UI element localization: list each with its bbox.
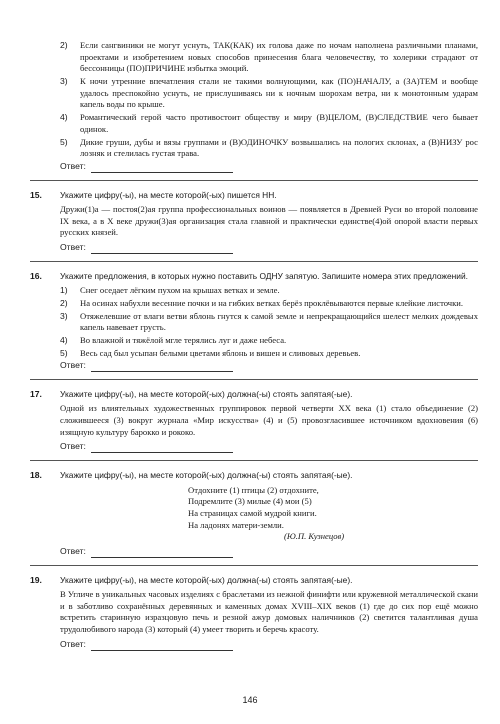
item-text: Дикие груши, дубы и вязы группами и (В)ОДИНОЧКУ возвышались на пологих склонах, а (В)НИЗУ рос лозняк и стелилась густая трава.: [80, 136, 478, 159]
answer-field[interactable]: [91, 244, 233, 254]
list-item: [60, 112, 478, 135]
poem-line: На ладонях матери-земли.: [188, 519, 284, 530]
question-15: [30, 190, 478, 254]
poem: [188, 485, 478, 543]
list-item: [60, 335, 478, 347]
item-text: Романтический герой часто противостоит обществу и миру (В)ЦЕЛОМ, (В)СЛЕДСТВИЕ чего бывает одинок.: [80, 112, 478, 134]
item-number: 5): [60, 136, 68, 147]
answer-row: [60, 639, 478, 651]
question-number: 18.: [30, 470, 42, 481]
item-number: 2): [60, 297, 68, 308]
list-item: [60, 40, 478, 75]
question-text: В Угличе в уникальных часовых изделиях с браслетами из нежной финифти или кружевной металлической скани и в заботливо сохранённых деревянных и каменных домах XVIII–XIX веков (1) где до сих пор ещё можно встретить старинную изразцовую печь и резной ажур домовых наличников (2) светится талантливая душа трудолюбивого народа (3) который (4) умеет творить и беречь красоту.: [60, 589, 478, 635]
list-item: [60, 137, 478, 160]
section-divider: [30, 379, 478, 380]
question-prompt: Укажите предложения, в которых нужно поставить ОДНУ запятую. Запишите номера этих предложений.: [60, 270, 468, 281]
question-prompt: Укажите цифру(-ы), на месте которой(-ых) должна(-ы) стоять запятая(-ые).: [60, 470, 353, 481]
answer-field[interactable]: [91, 163, 233, 173]
question-text: Одной из влиятельных художественных группировок первой четверти XX века (1) стало объединение (2) сложившееся (3) вокруг журнала «Мир искусства» (4) и (5) провозгласившее источником вдохновения (6) изящную культуру барокко и рококо.: [60, 403, 478, 437]
answer-label: Ответ:: [60, 242, 86, 253]
question-17: [30, 389, 478, 453]
answer-label: Ответ:: [60, 638, 86, 649]
question-number: 17.: [30, 388, 42, 399]
list-item: [60, 76, 478, 111]
page-number: 146: [242, 695, 258, 705]
item-number: 2): [60, 40, 68, 50]
question-16: [30, 271, 478, 372]
item-text: Отяжелевшие от влаги ветви яблонь гнутся к самой земле и непрекращающийся шелест мелких дождевых капель навевает грусть.: [80, 310, 478, 333]
item-text: К ночи утренние впечатления стали не такими волнующими, как (ПО)НАЧАЛУ, а (ЗА)ТЕМ и вообще удалось преспокойно уснуть, не прислушиваясь ни к ночным шорохам ветра, ни к монотонным ударам капель воды по крыше.: [80, 76, 478, 110]
question-prompt: Укажите цифру(-ы), на месте которой(-ых) должна(-ы) стоять запятая(-ые).: [60, 388, 353, 399]
question-prompt: Укажите цифру(-ы), на месте которой(-ых) пишется НН.: [60, 189, 277, 200]
question-18: [30, 470, 478, 558]
item-text: Весь сад был усыпан белыми цветами яблонь и вишен и сливовых деревьев.: [80, 347, 361, 358]
section-divider: [30, 565, 478, 566]
answer-row: [60, 360, 478, 372]
question-prompt: Укажите цифру(-ы), на месте которой(-ых) должна(-ы) стоять запятая(-ые).: [60, 574, 353, 585]
question-19: [30, 575, 478, 651]
list-item: [60, 311, 478, 334]
item-number: 3): [60, 76, 68, 87]
answer-label: Ответ:: [60, 360, 86, 371]
poem-line: Отдохните (1) птицы (2) отдохните,: [188, 484, 319, 495]
answer-row: [60, 441, 478, 453]
answer-label: Ответ:: [60, 441, 86, 452]
answer-label: Ответ:: [60, 160, 86, 171]
list-item: [60, 348, 478, 360]
question-number: 19.: [30, 574, 42, 585]
question-number: 16.: [30, 270, 42, 281]
section-divider: [30, 261, 478, 262]
section-divider: [30, 180, 478, 181]
list-item: [60, 285, 478, 297]
answer-field[interactable]: [91, 362, 233, 372]
section-divider: [30, 460, 478, 461]
answer-label: Ответ:: [60, 546, 86, 556]
answer-field[interactable]: [91, 641, 233, 651]
question-text: Дружи(1)а — постоя(2)ая группа профессиональных воинов — появляется в Древней Руси во второй половине IX века, а в X веке дружи(3)ая организация стала главной и практически единстве(4)ой опорой власти первых русских князей.: [60, 203, 478, 238]
item-number: 4): [60, 112, 68, 123]
poem-line: Подремлите (3) милые (4) мои (5): [188, 496, 312, 507]
poem-author: (Ю.П. Кузнецов): [284, 531, 345, 542]
item-text: На осинах набухли весенние почки и на гибких ветках берёз проклёвываются первые клейкие листочки.: [80, 297, 464, 308]
item-number: 5): [60, 347, 68, 358]
item-text: Если сангвиники не могут уснуть, ТАК(КАК) их голова даже по ночам наполнена различными планами, проектами и изобретением новых способов принесения блага человечеству, то холерики страдают от бессонницы (ПО)ПРИЧИНЕ избытка эмоций.: [80, 40, 478, 74]
answer-row: [60, 242, 478, 254]
item-text: Снег оседает лёгким пухом на крышах ветках и земле.: [80, 285, 280, 296]
list-item: [60, 298, 478, 310]
item-text: Во влажной и тяжёлой мгле терялись луг и даже небеса.: [80, 334, 287, 345]
question-number: 15.: [30, 189, 42, 200]
answer-field[interactable]: [91, 443, 233, 453]
item-number: 4): [60, 334, 68, 345]
answer-row: [60, 546, 478, 558]
carryover-list: [60, 40, 478, 173]
item-number: 1): [60, 285, 68, 296]
answer-row: [60, 161, 478, 173]
page-content: [30, 40, 478, 651]
item-number: 3): [60, 310, 68, 321]
answer-field[interactable]: [91, 548, 233, 558]
poem-line: На страницах самой мудрой книги.: [188, 507, 317, 518]
